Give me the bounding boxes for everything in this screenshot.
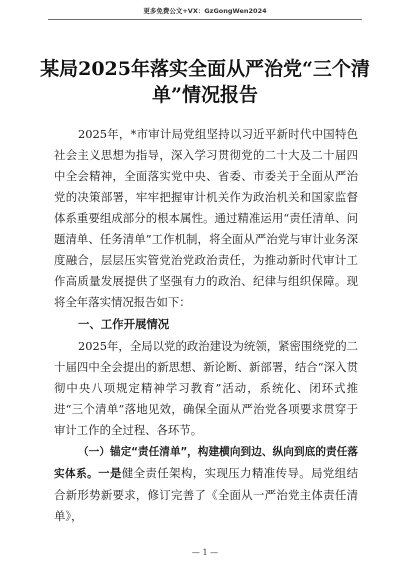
- header-note: 更多免费公文+VX：GzGongWen2024: [143, 7, 267, 15]
- subsection-1-heading: （一）锚定“责任清单”，构建横向到边、纵向到底的责任落实体系。: [54, 446, 358, 480]
- title-line-1: 某局2025年落实全面从严治党“三个清: [40, 58, 370, 80]
- document-body: [54, 124, 358, 527]
- section1-paragraph: 2025年，全局以党的政治建设为统领，紧密围绕党的二十届四中全会提出的新思想、新论断、新部署，结合“深入贯彻中央八项规定精神学习教育”活动，系统化、闭环式推进“三个清单”落地见效，确保全面从严治党各项要求贯穿于审计工作的全过程、各环节。: [54, 339, 358, 437]
- page-number: — 1 —: [191, 548, 219, 557]
- section-heading-1: 一、工作开展情况: [78, 317, 170, 331]
- subsection-1-paragraph: [54, 441, 358, 527]
- header-divider: [48, 19, 362, 20]
- document-title: [40, 56, 370, 108]
- subsection-1-text: 健全责任架构，实现压力精准传导。局党组结合新形势新要求，修订完善了《全面从一严治党主体责任清单》，: [54, 466, 358, 523]
- title-line-2: 单”情况报告: [152, 84, 258, 106]
- subsection-1-emphasis: 一是: [98, 466, 122, 480]
- intro-paragraph: 2025年，*市审计局党组坚持以习近平新时代中国特色社会主义思想为指导，深入学习贯彻党的二十大及二十届四中全会精神，全面落实党中央、省委、市委关于全面从严治党的决策部署，牢牢把握审计机关作为政治机关和国家监督体系重要组成部分的根本属性。通过精准运用“责任清单、问题清单、任务清单”工作机制，将全面从严治党与审计业务深度融合，层层压实管党治党政治责任，为推动新时代审计工作高质量发展提供了坚强有力的政治、纪律与组织保障。现将全年落实情况报告如下：: [54, 127, 358, 309]
